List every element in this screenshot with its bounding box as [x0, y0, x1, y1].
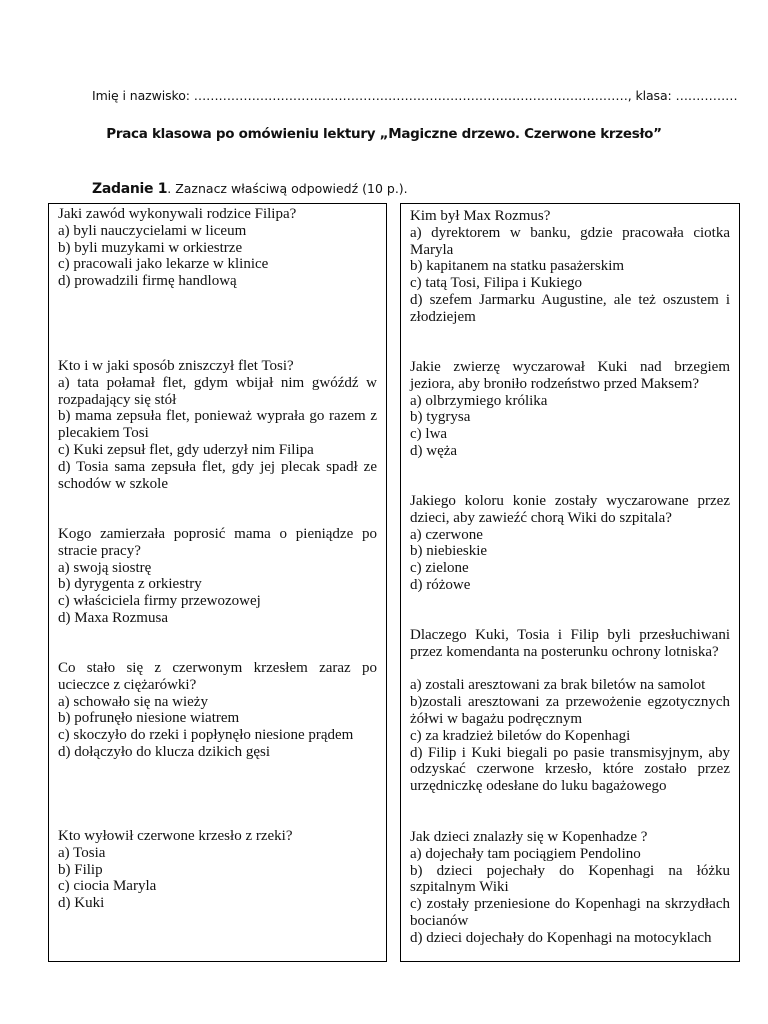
question-text: Co stało się z czerwonym krzesłem zaraz po ucieczce z ciężarówki?	[58, 660, 377, 693]
answer-option[interactable]: c) zostały przeniesione do Kopenhagi na skrzydłach bocianów	[410, 896, 730, 929]
left-question-box	[48, 203, 387, 962]
answer-option[interactable]: a) dojechały tam pociągiem Pendolino	[410, 845, 641, 862]
answer-option[interactable]: c) ciocia Maryla	[58, 878, 157, 895]
page-title: Praca klasowa po omówieniu lektury „Magiczne drzewo. Czerwone krzesło”	[106, 126, 662, 142]
question-text: Kto i w jaki sposób zniszczył flet Tosi?	[58, 358, 294, 374]
question-block	[410, 359, 730, 460]
task-instruction	[92, 181, 408, 197]
answer-option[interactable]: c) właściciela firmy przewozowej	[58, 593, 261, 610]
answer-option[interactable]: b) tygrysa	[410, 409, 471, 426]
question-block	[58, 206, 377, 290]
answer-option[interactable]: a) zostali aresztowani za brak biletów na samolot	[410, 677, 706, 694]
answer-option[interactable]: a) olbrzymiego królika	[410, 392, 548, 409]
answer-option[interactable]: a) byli nauczycielami w liceum	[58, 222, 247, 239]
answer-option[interactable]: c) zielone	[410, 560, 469, 577]
answer-option[interactable]: b) dyrygenta z orkiestry	[58, 576, 202, 593]
answer-option[interactable]: b)zostali aresztowani za przewożenie egzotycznych żółwi w bagażu podręcznym	[410, 694, 730, 727]
answer-option[interactable]: b) Filip	[58, 861, 103, 878]
name-line: Imię i nazwisko: ……………………………………………………………………………………………, klasa: ……………	[92, 88, 738, 103]
answer-option[interactable]: a) Tosia	[58, 844, 106, 861]
question-text: Kto wyłowił czerwone krzesło z rzeki?	[58, 828, 293, 844]
question-block	[58, 358, 377, 492]
answer-option[interactable]: a) dyrektorem w banku, gdzie pracowała ciotka Maryla	[410, 224, 730, 258]
answer-option[interactable]: d) różowe	[410, 576, 471, 593]
question-text: Jaki zawód wykonywali rodzice Filipa?	[58, 206, 297, 222]
right-question-box	[400, 203, 740, 962]
question-block	[410, 627, 730, 795]
question-text: Jakiego koloru konie zostały wyczarowane przez dzieci, aby zawieźć chorą Wiki do szpitala?	[410, 493, 730, 526]
answer-option[interactable]: a) swoją siostrę	[58, 559, 152, 576]
answer-option[interactable]: b) kapitanem na statku pasażerskim	[410, 258, 625, 275]
answer-option[interactable]: b) pofrunęło niesione wiatrem	[58, 710, 240, 727]
question-block	[410, 829, 730, 947]
question-text: Jak dzieci znalazły się w Kopenhadze ?	[410, 829, 648, 845]
answer-option[interactable]: b) dzieci pojechały do Kopenhagi na łóżku szpitalnym Wiki	[410, 862, 730, 896]
answer-option[interactable]: a) czerwone	[410, 526, 483, 543]
answer-option[interactable]: b) niebieskie	[410, 543, 488, 560]
question-text: Kim był Max Rozmus?	[410, 208, 551, 224]
question-text: Kogo zamierzała poprosić mama o pieniądze po stracie pracy?	[58, 526, 377, 559]
answer-option[interactable]: d) węża	[410, 442, 458, 459]
answer-option[interactable]: c) skoczyło do rzeki i popłynęło niesione prądem	[58, 727, 354, 744]
question-text: Dlaczego Kuki, Tosia i Filip byli przesłuchiwani przez komendanta na posterunku ochrony lotniska?	[410, 627, 730, 660]
answer-option[interactable]: d) szefem Jarmarku Augustine, ale też oszustem i złodziejem	[410, 291, 730, 325]
question-spacer	[410, 661, 730, 678]
answer-option[interactable]: c) za kradzież biletów do Kopenhagi	[410, 727, 631, 744]
task-text: . Zaznacz właściwą odpowiedź (10 p.).	[167, 181, 408, 196]
answer-option[interactable]: c) pracowali jako lekarze w klinice	[58, 256, 269, 273]
answer-option[interactable]: a) tata połamał flet, gdym wbijał nim gwóźdź w rozpadający się stół	[58, 374, 377, 408]
question-block	[58, 828, 377, 912]
question-block	[58, 660, 377, 761]
answer-option[interactable]: d) Kuki	[58, 895, 105, 912]
answer-option[interactable]: a) schowało się na wieży	[58, 693, 208, 710]
answer-option[interactable]: c) tatą Tosi, Filipa i Kukiego	[410, 275, 582, 292]
answer-option[interactable]: d) Maxa Rozmusa	[58, 609, 168, 626]
answer-option[interactable]: d) dołączyło do klucza dzikich gęsi	[58, 743, 271, 760]
answer-option[interactable]: c) lwa	[410, 426, 448, 443]
task-label: Zadanie 1	[92, 181, 168, 197]
answer-option[interactable]: d) dzieci dojechały do Kopenhagi na motocyklach	[410, 929, 712, 946]
question-block	[58, 526, 377, 627]
answer-option[interactable]: d) Filip i Kuki biegali po pasie transmisyjnym, aby odzyskać czerwone krzesło, które zostało przez urzędniczkę odesłane do luku bagażowego	[410, 744, 730, 795]
question-text: Jakie zwierzę wyczarował Kuki nad brzegiem jeziora, aby broniło rodzeństwo przed Maksem?	[410, 359, 730, 392]
answer-option[interactable]: d) prowadzili firmę handlową	[58, 273, 237, 290]
answer-option[interactable]: b) byli muzykami w orkiestrze	[58, 239, 243, 256]
answer-option[interactable]: d) Tosia sama zepsuła flet, gdy jej plecak spadł ze schodów w szkole	[58, 458, 377, 492]
answer-option[interactable]: b) mama zepsuła flet, ponieważ wyprała go razem z plecakiem Tosi	[58, 408, 377, 442]
question-block	[410, 208, 730, 326]
question-block	[410, 493, 730, 594]
answer-option[interactable]: c) Kuki zepsuł flet, gdy uderzył nim Filipa	[58, 441, 314, 458]
